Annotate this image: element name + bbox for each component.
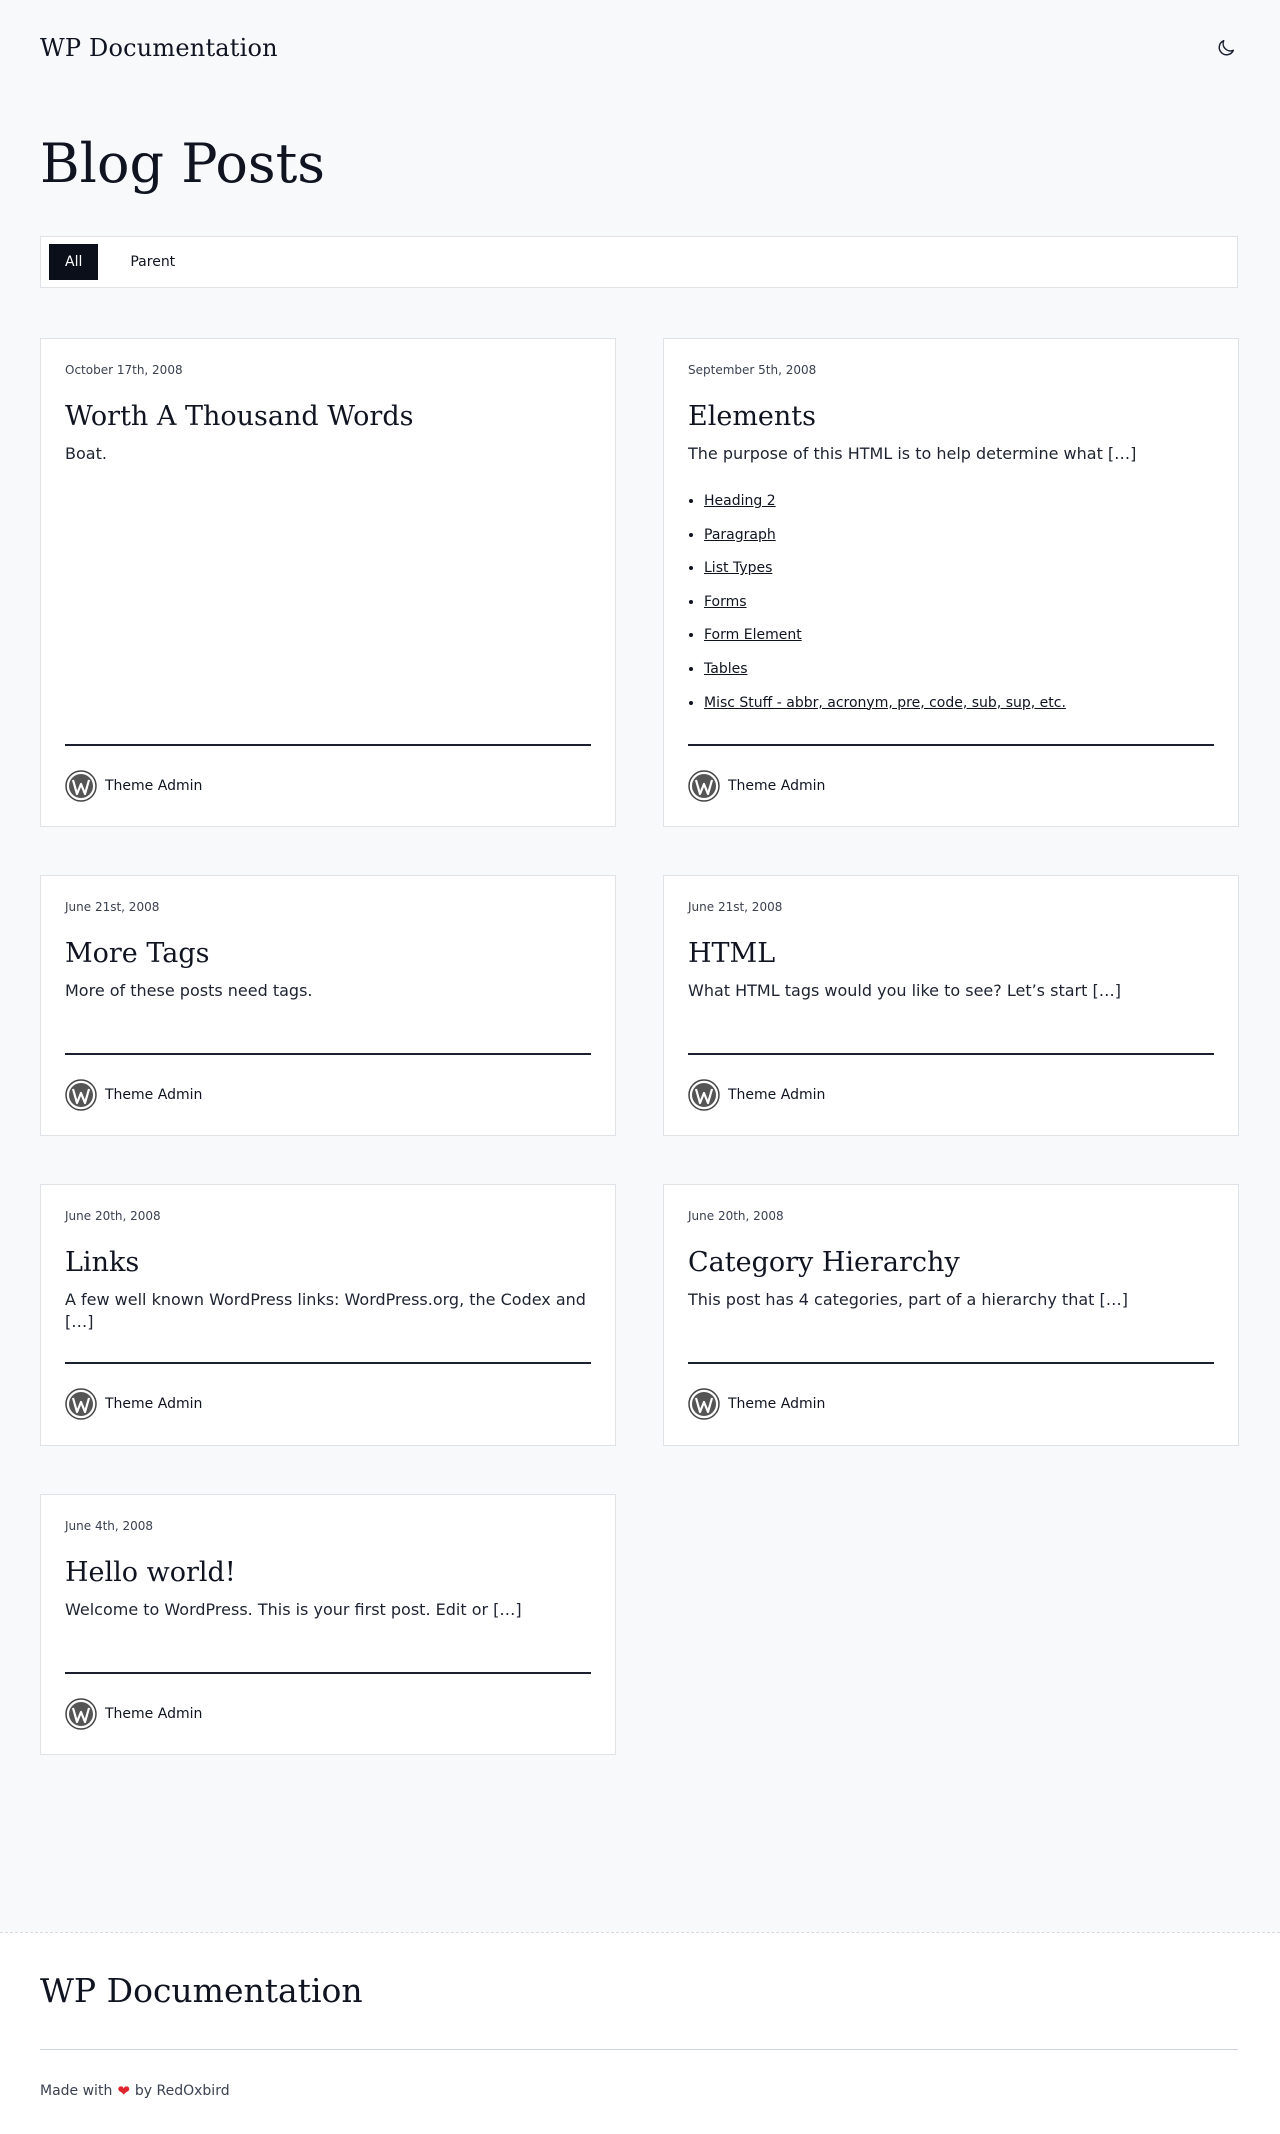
page-title: Blog Posts bbox=[40, 132, 325, 195]
author-name[interactable]: Theme Admin bbox=[105, 1396, 203, 1412]
wordpress-avatar-icon bbox=[65, 1079, 97, 1111]
card-divider bbox=[688, 1362, 1214, 1364]
wordpress-avatar-icon bbox=[65, 1698, 97, 1730]
post-link-list bbox=[688, 485, 1066, 720]
link-form-element[interactable]: Form Element bbox=[704, 627, 802, 644]
footer-divider bbox=[40, 2049, 1238, 2050]
link-paragraph[interactable]: Paragraph bbox=[704, 526, 776, 543]
filter-tab-all[interactable]: All bbox=[49, 244, 98, 280]
site-header bbox=[40, 28, 1240, 68]
author-name[interactable]: Theme Admin bbox=[728, 778, 826, 794]
post-title[interactable]: Links bbox=[65, 1247, 140, 1278]
post-card bbox=[40, 1184, 616, 1446]
site-footer bbox=[0, 1932, 1280, 2134]
card-divider bbox=[65, 1672, 591, 1674]
wordpress-avatar-icon bbox=[65, 770, 97, 802]
card-divider bbox=[688, 744, 1214, 746]
post-excerpt: This post has 4 categories, part of a hierarchy that […] bbox=[688, 1290, 1128, 1309]
post-date: June 20th, 2008 bbox=[688, 1209, 784, 1223]
moon-icon[interactable] bbox=[1212, 34, 1240, 62]
made-with-text: Made with bbox=[40, 2083, 113, 2099]
post-author bbox=[65, 1388, 202, 1420]
post-card bbox=[40, 875, 616, 1136]
link-heading-2[interactable]: Heading 2 bbox=[704, 493, 776, 509]
post-date: June 20th, 2008 bbox=[65, 1209, 161, 1223]
list-item bbox=[704, 586, 1066, 620]
post-excerpt: A few well known WordPress links: WordPress.org, the Codex and […] bbox=[65, 1290, 586, 1331]
card-divider bbox=[65, 1053, 591, 1055]
post-card bbox=[40, 338, 616, 827]
author-name[interactable]: Theme Admin bbox=[105, 1706, 203, 1722]
list-item bbox=[704, 687, 1066, 721]
post-excerpt: More of these posts need tags. bbox=[65, 981, 313, 1000]
author-credit[interactable]: by RedOxbird bbox=[134, 2083, 230, 2099]
post-date: June 21st, 2008 bbox=[65, 900, 160, 914]
post-date: June 4th, 2008 bbox=[65, 1519, 154, 1533]
list-item bbox=[704, 519, 1066, 553]
post-card bbox=[40, 1494, 616, 1755]
author-name[interactable]: Theme Admin bbox=[105, 778, 203, 794]
post-author bbox=[65, 770, 202, 802]
wordpress-avatar-icon bbox=[688, 1388, 720, 1420]
wordpress-avatar-icon bbox=[688, 1079, 720, 1111]
author-name[interactable]: Theme Admin bbox=[105, 1087, 203, 1103]
site-title[interactable]: WP Documentation bbox=[40, 34, 278, 62]
link-misc-stuff[interactable]: Misc Stuff - abbr, acronym, pre, code, sub, sup, etc. bbox=[704, 694, 1066, 711]
list-item bbox=[704, 552, 1066, 586]
author-name[interactable]: Theme Admin bbox=[728, 1087, 826, 1103]
post-excerpt: The purpose of this HTML is to help determine what […] bbox=[688, 444, 1137, 463]
post-date: October 17th, 2008 bbox=[65, 363, 183, 377]
post-title[interactable]: Hello world! bbox=[65, 1557, 236, 1588]
post-author bbox=[688, 1388, 825, 1420]
post-card bbox=[663, 1184, 1239, 1446]
footer-site-title[interactable]: WP Documentation bbox=[40, 1971, 363, 2010]
card-divider bbox=[688, 1053, 1214, 1055]
card-divider bbox=[65, 1362, 591, 1364]
post-date: September 5th, 2008 bbox=[688, 363, 817, 377]
post-title[interactable]: Category Hierarchy bbox=[688, 1247, 960, 1278]
post-card bbox=[663, 875, 1239, 1136]
wordpress-avatar-icon bbox=[65, 1388, 97, 1420]
link-forms[interactable]: Forms bbox=[704, 593, 747, 610]
post-title[interactable]: Worth A Thousand Words bbox=[65, 401, 414, 432]
post-excerpt: Welcome to WordPress. This is your first post. Edit or […] bbox=[65, 1600, 522, 1619]
list-item bbox=[704, 619, 1066, 653]
post-title[interactable]: Elements bbox=[688, 401, 816, 432]
post-card bbox=[663, 338, 1239, 827]
author-name[interactable]: Theme Admin bbox=[728, 1396, 826, 1412]
post-date: June 21st, 2008 bbox=[688, 900, 783, 914]
category-filter-bar bbox=[40, 236, 1238, 288]
card-divider bbox=[65, 744, 591, 746]
heart-icon: ❤ bbox=[117, 2081, 130, 2100]
post-excerpt: What HTML tags would you like to see? Let’s start […] bbox=[688, 981, 1121, 1000]
link-tables[interactable]: Tables bbox=[704, 660, 748, 677]
post-excerpt: Boat. bbox=[65, 444, 107, 463]
post-author bbox=[688, 1079, 825, 1111]
post-author bbox=[688, 770, 825, 802]
filter-tab-parent[interactable]: Parent bbox=[130, 254, 176, 270]
list-item bbox=[704, 485, 1066, 519]
post-title[interactable]: More Tags bbox=[65, 938, 210, 969]
post-author bbox=[65, 1079, 202, 1111]
post-title[interactable]: HTML bbox=[688, 938, 776, 969]
footer-credit bbox=[40, 2083, 230, 2099]
link-list-types[interactable]: List Types bbox=[704, 560, 773, 577]
wordpress-avatar-icon bbox=[688, 770, 720, 802]
list-item bbox=[704, 653, 1066, 687]
post-author bbox=[65, 1698, 202, 1730]
